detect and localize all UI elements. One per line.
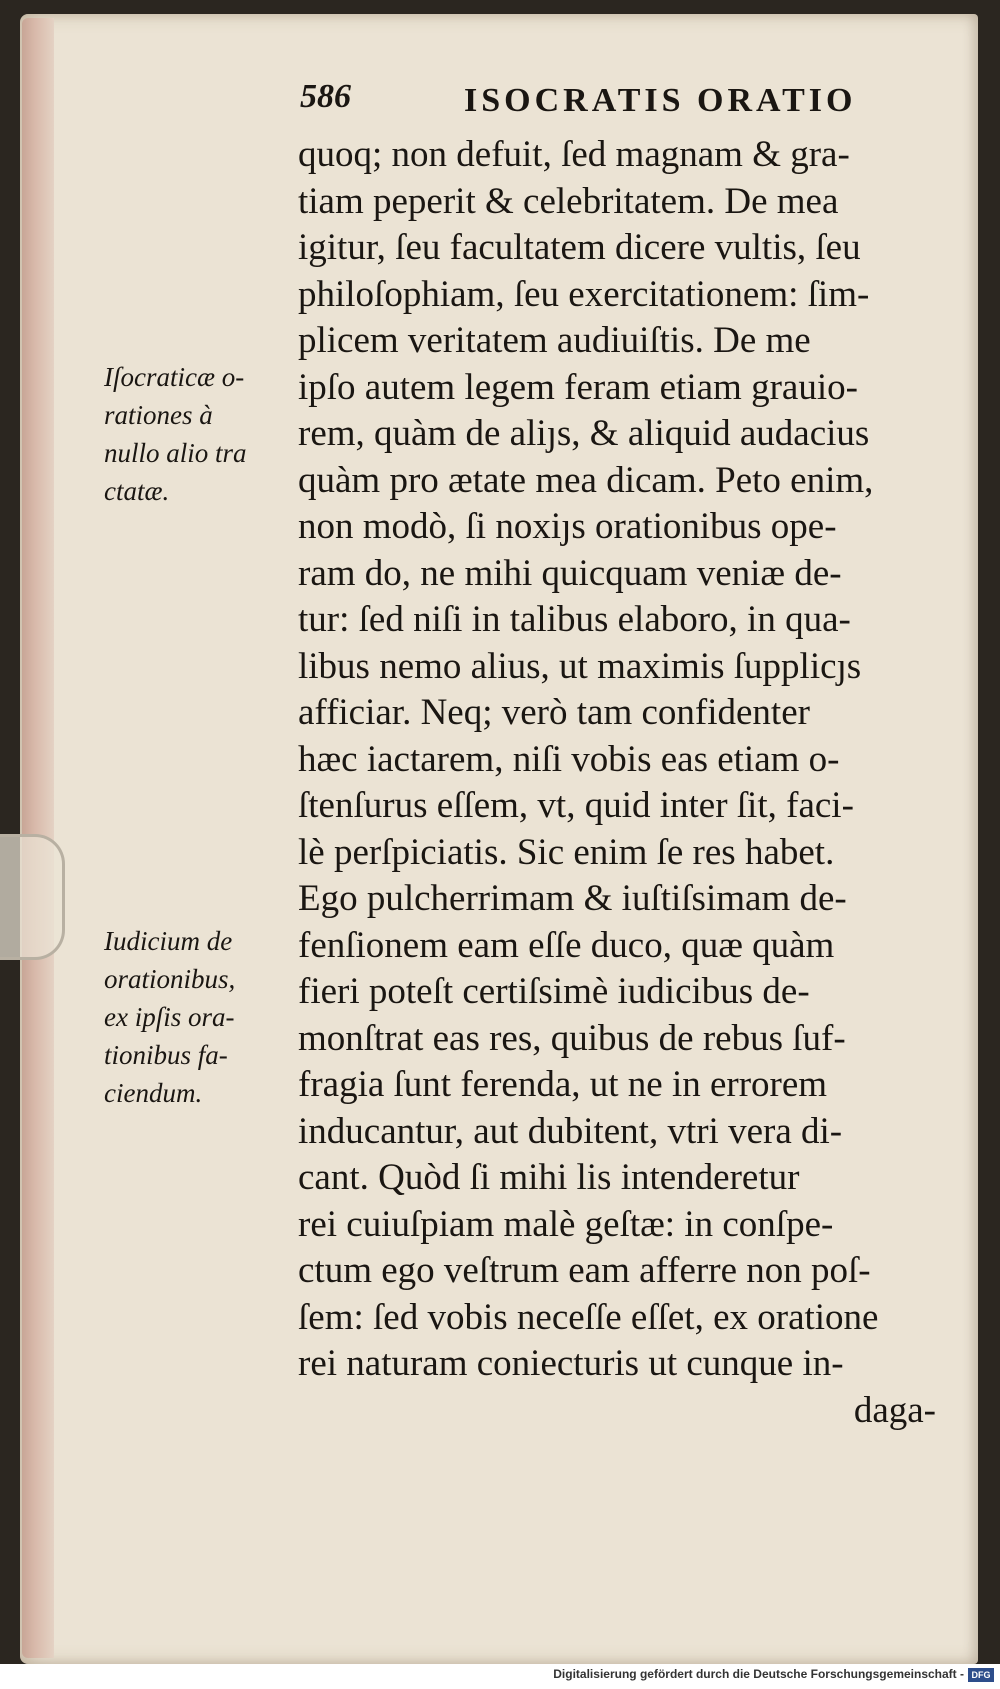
text-line: fieri poteſt certiſsimè iudicibus de- bbox=[298, 971, 810, 1012]
text-line: igitur, ſeu facultatem dicere vultis, ſeu bbox=[298, 227, 861, 268]
marginal-note-line: ex ipſis ora- bbox=[104, 1002, 235, 1032]
page-header bbox=[300, 78, 910, 128]
text-line: philoſophiam, ſeu exercitationem: ſim- bbox=[298, 273, 870, 315]
text-line: fenſionem eam eſſe duco, quæ quàm bbox=[298, 924, 835, 966]
footer-credit: Digitalisierung gefördert durch die Deutsche Forschungsgemeinschaft - bbox=[553, 1667, 964, 1681]
text-line: fragia ſunt ferenda, ut ne in errorem bbox=[298, 1064, 828, 1105]
text-line: ctum ego veſtrum eam afferre non poſ- bbox=[298, 1250, 871, 1291]
marginal-note-line: orationibus, bbox=[104, 964, 236, 994]
marginal-note-line: Iſocraticæ o- bbox=[104, 362, 245, 392]
marginal-note-line: ctatæ. bbox=[104, 476, 170, 506]
marginal-note bbox=[104, 358, 247, 510]
catchword: daga- bbox=[853, 1389, 936, 1431]
marginal-note bbox=[104, 922, 235, 1112]
text-line: tur: ſed niſi in talibus elaboro, in qua- bbox=[298, 599, 851, 640]
marginal-note-line: rationes à bbox=[104, 400, 213, 430]
page-clip bbox=[0, 834, 65, 960]
page-number: 586 bbox=[300, 78, 351, 115]
text-line: monſtrat eas res, quibus de rebus ſuf- bbox=[298, 1017, 846, 1059]
text-line: cant. Quòd ſi mihi lis intenderetur bbox=[298, 1157, 800, 1198]
text-line: afficiar. Neq; verò tam confidenter bbox=[298, 692, 810, 733]
text-line: rei naturam coniecturis ut cunque in- bbox=[298, 1343, 844, 1384]
text-line: plicem veritatem audiuiſtis. De me bbox=[298, 320, 811, 361]
text-line: ram do, ne mihi quicquam veniæ de- bbox=[298, 552, 842, 594]
text-line: inducantur, aut dubitent, vtri vera di- bbox=[298, 1110, 843, 1152]
body-text bbox=[298, 132, 978, 1434]
text-line: lè perſpiciatis. Sic enim ſe res habet. bbox=[298, 831, 835, 873]
text-line: ipſo autem legem feram etiam grauio- bbox=[298, 366, 858, 408]
running-head: ISOCRATIS ORATIO bbox=[464, 82, 857, 119]
marginal-note-line: Iudicium de bbox=[104, 926, 233, 956]
dfg-logo: DFG bbox=[968, 1668, 994, 1682]
text-line: ſtenſurus eſſem, vt, quid inter ſit, faci- bbox=[298, 785, 854, 826]
marginal-note-line: tionibus fa- bbox=[104, 1040, 228, 1070]
marginal-note-line: ciendum. bbox=[104, 1078, 203, 1108]
text-line: quoq; non defuit, ſed magnam & gra- bbox=[298, 134, 850, 175]
marginal-note-line: nullo alio tra bbox=[104, 438, 247, 468]
text-line: quàm pro ætate mea dicam. Peto enim, bbox=[298, 459, 874, 501]
text-line: non modò, ſi noxiȷs orationibus ope- bbox=[298, 506, 837, 547]
text-line: ſem: ſed vobis neceſſe eſſet, ex oratione bbox=[298, 1296, 879, 1338]
text-line: Ego pulcherrimam & iuſtiſsimam de- bbox=[298, 878, 847, 919]
text-line: rem, quàm de aliȷs, & aliquid audacius bbox=[298, 413, 870, 454]
text-line: rei cuiuſpiam malè geſtæ: in conſpe- bbox=[298, 1203, 834, 1245]
text-line: tiam peperit & celebritatem. De mea bbox=[298, 180, 839, 222]
text-line: hæc iactarem, niſi vobis eas etiam o- bbox=[298, 738, 840, 780]
text-line: libus nemo alius, ut maximis ſupplicȷs bbox=[298, 645, 862, 687]
